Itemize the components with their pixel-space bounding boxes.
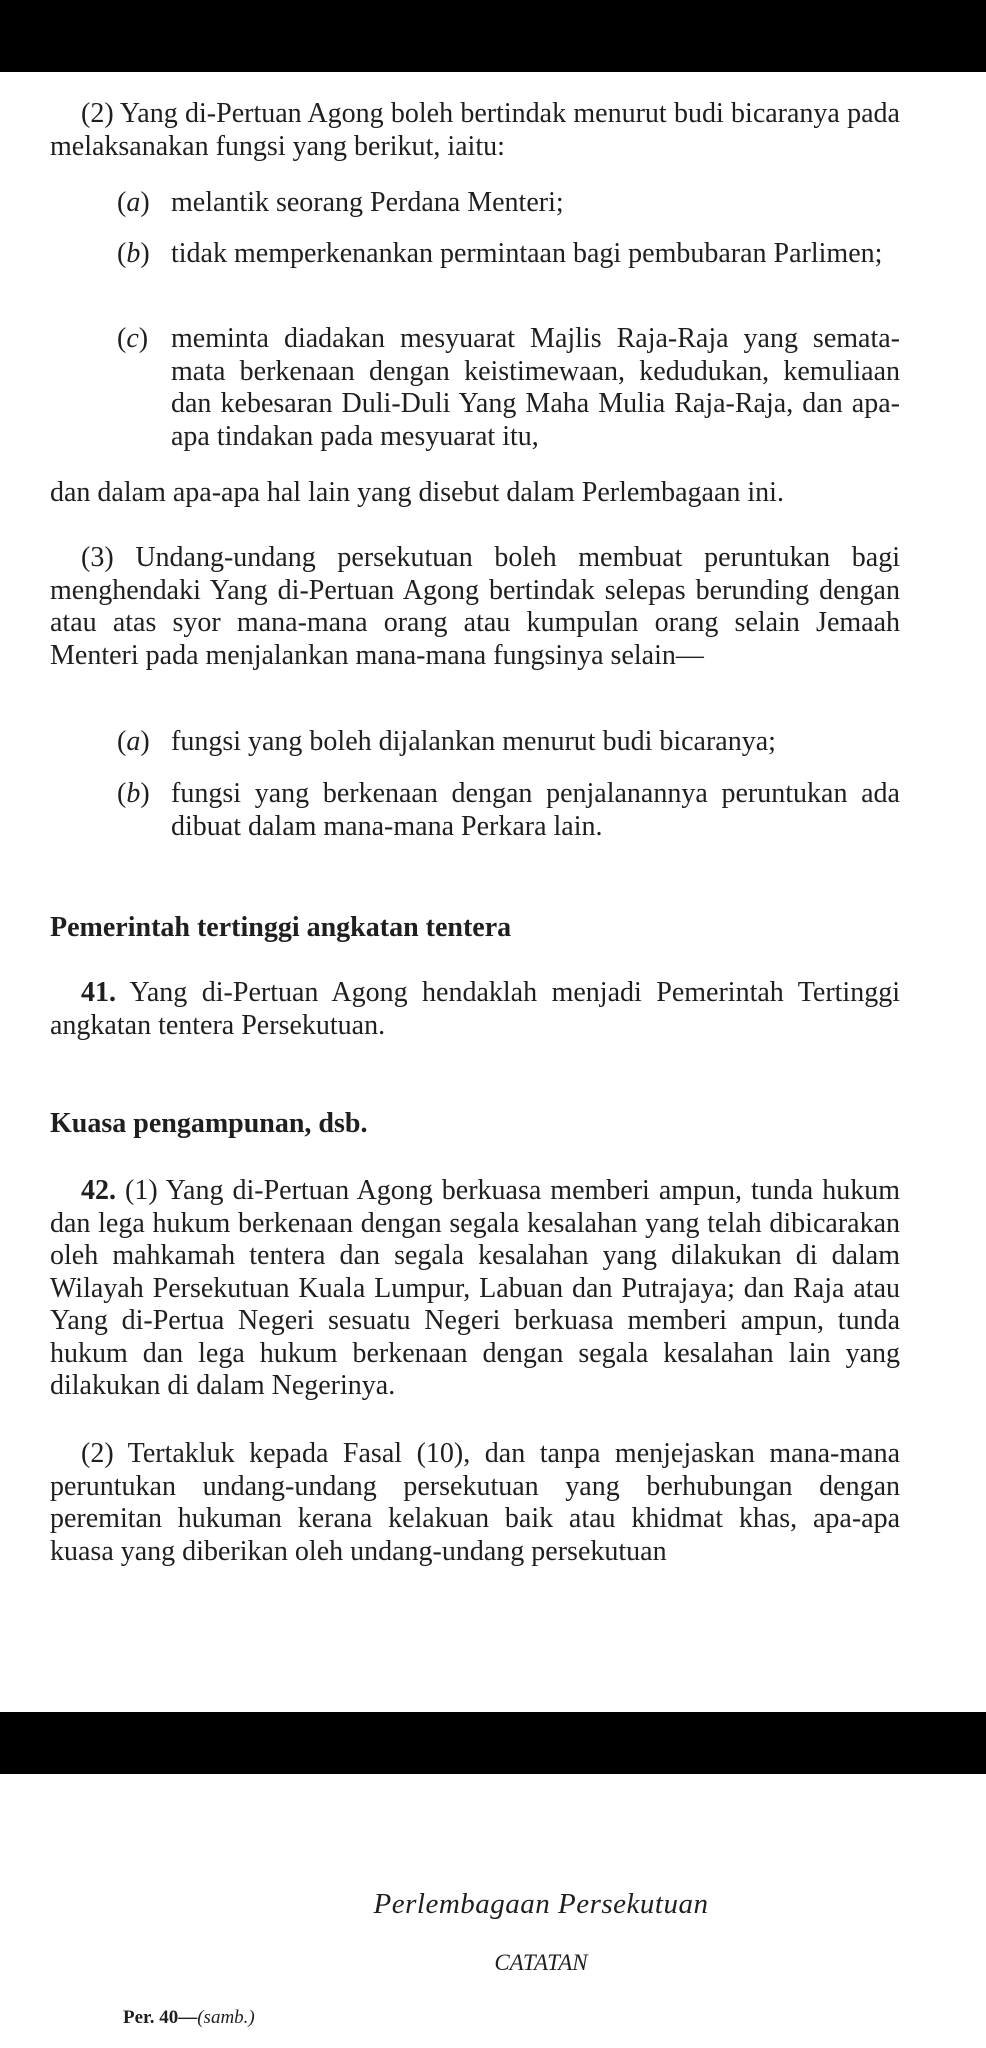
article-41-text: Yang di-Pertuan Agong hendaklah menjadi Pemerintah Tertinggi angkatan tentera Persekutuan. bbox=[50, 977, 900, 1041]
article-41-heading: Pemerintah tertinggi angkatan tentera bbox=[50, 912, 512, 943]
notes-label: CATATAN bbox=[494, 1950, 588, 1975]
clause-40-2-item-c bbox=[117, 323, 900, 453]
clause-40-3-item-b bbox=[117, 778, 900, 843]
document-title: Perlembagaan Persekutuan bbox=[373, 1888, 709, 1920]
clause-40-2-tail: dan dalam apa-apa hal lain yang disebut dalam Perlembagaan ini. bbox=[50, 477, 784, 508]
item-label: (c) bbox=[117, 323, 149, 354]
item-text: meminta diadakan mesyuarat Majlis Raja-Raja yang semata-mata berkenaan dengan keistimewaan, kedudukan, kemuliaan dan kebesaran Duli-Duli Yang Maha Mulia Raja-Raja, dan apa-apa tindakan pada mesyuarat itu, bbox=[171, 323, 900, 452]
article-41-number: 41. bbox=[81, 977, 116, 1008]
article-42-number: 42. bbox=[81, 1175, 116, 1206]
item-text: fungsi yang berkenaan dengan penjalanannya peruntukan ada dibuat dalam mana-mana Perkara lain. bbox=[171, 778, 900, 842]
clause-40-2-item-a bbox=[117, 187, 900, 220]
item-label: (a) bbox=[117, 726, 150, 757]
article-42-clause-1-text: (1) Yang di-Pertuan Agong berkuasa memberi ampun, tunda hukum dan lega hukum berkenaan dengan segala kesalahan yang telah dibicarakan oleh mahkamah tentera dan segala kesalahan yang dilakukan di dalam Wilayah Persekutuan Kuala Lumpur, Labuan dan Putrajaya; dan Raja atau Yang di-Pertua Negeri sesuatu Negeri berkuasa memberi ampun, tunda hukum dan lega hukum berkenaan dengan segala kesalahan lain yang dilakukan di dalam Negerinya. bbox=[50, 1175, 901, 1401]
clause-40-2-item-b bbox=[117, 238, 900, 271]
article-42-clause-2: (2) Tertakluk kepada Fasal (10), dan tanpa menjejaskan mana-mana peruntukan undang-undang persekutuan yang berhubungan dengan peremitan hukuman kerana kelakuan baik atau khidmat khas, apa-apa kuasa yang diberikan oleh undang-undang persekutuan bbox=[50, 1438, 900, 1567]
article-reference: Per. 40—(samb.) bbox=[123, 2007, 255, 2028]
item-label: (b) bbox=[117, 238, 150, 269]
article-41-body bbox=[50, 977, 900, 1042]
clause-40-3-intro: (3) Undang-undang persekutuan boleh membuat peruntukan bagi menghendaki Yang di-Pertuan Agong bertindak selepas berunding dengan atau atas syor mana-mana orang atau kumpulan orang selain Jemaah Menteri pada menjalankan mana-mana fungsinya selain— bbox=[50, 542, 900, 671]
middle-black-bar bbox=[0, 1712, 986, 1774]
top-black-bar bbox=[0, 0, 986, 72]
item-text: tidak memperkenankan permintaan bagi pembubaran Parlimen; bbox=[171, 238, 883, 269]
clause-40-2-intro: (2) Yang di-Pertuan Agong boleh bertindak menurut budi bicaranya pada melaksanakan fungsi yang berikut, iaitu: bbox=[50, 98, 900, 162]
article-42-clause-1 bbox=[50, 1175, 900, 1403]
clause-40-3-item-a bbox=[117, 726, 900, 759]
item-label: (b) bbox=[117, 778, 150, 809]
article-42-heading: Kuasa pengampunan, dsb. bbox=[50, 1108, 368, 1139]
item-text: melantik seorang Perdana Menteri; bbox=[171, 187, 564, 218]
item-label: (a) bbox=[117, 187, 150, 218]
item-text: fungsi yang boleh dijalankan menurut budi bicaranya; bbox=[171, 726, 776, 757]
